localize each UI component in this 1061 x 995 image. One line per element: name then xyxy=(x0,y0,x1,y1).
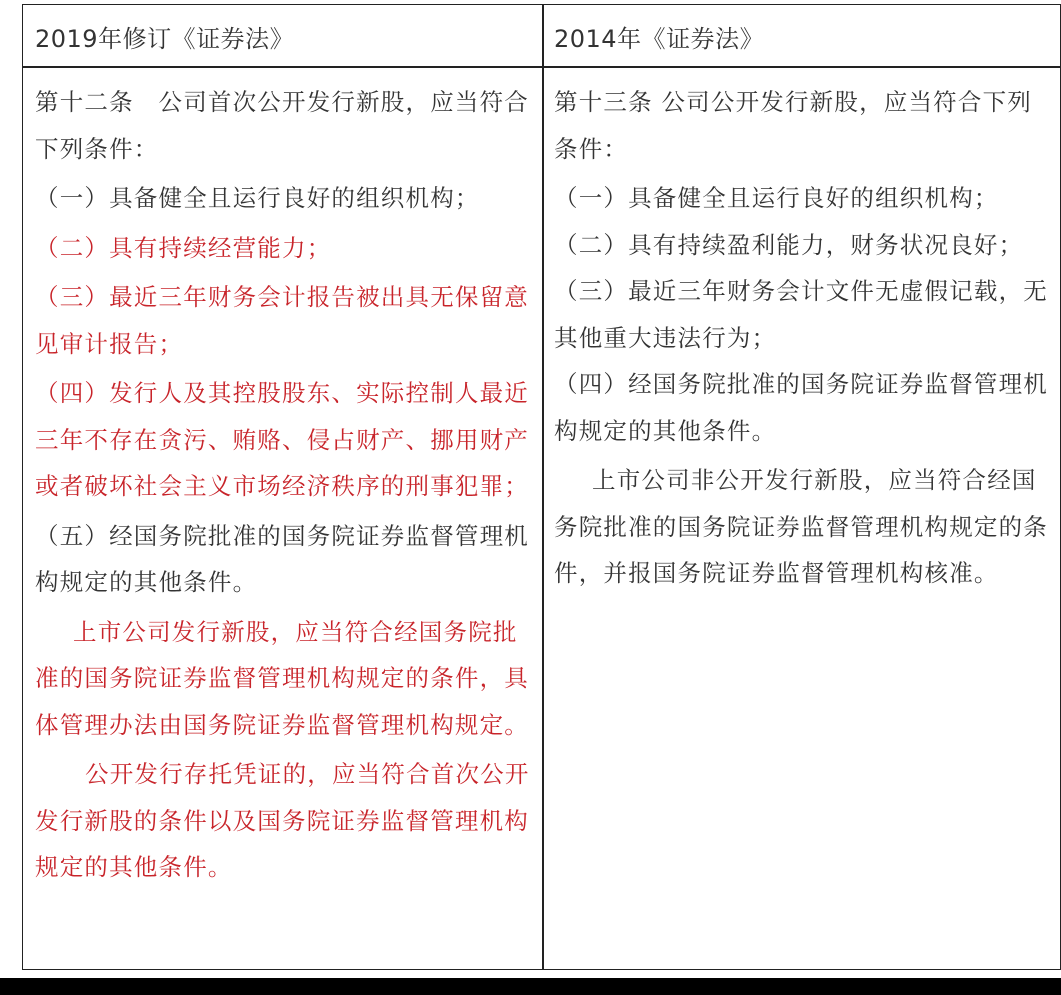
left-condition-5: （五）经国务院批准的国务院证券监督管理机构规定的其他条件。 xyxy=(35,521,529,596)
header-left-title: 2019年修订《证券法》 xyxy=(35,25,295,53)
column-divider xyxy=(542,5,544,969)
right-column xyxy=(554,79,1054,597)
right-condition-4: （四）经国务院批准的国务院证券监督管理机构规定的其他条件。 xyxy=(554,370,1048,445)
left-depositary-receipt-paragraph: 公开发行存托凭证的，应当符合首次公开发行新股的条件以及国务院证券监督管理机构规定的其他条件。 xyxy=(35,760,530,881)
left-column xyxy=(35,79,535,891)
header-divider xyxy=(23,66,1060,68)
header-right-title: 2014年《证券法》 xyxy=(554,25,765,53)
comparison-table xyxy=(22,4,1061,970)
left-listed-company-paragraph: 上市公司发行新股，应当符合经国务院批准的国务院证券监督管理机构规定的条件，具体管理办法由国务院证券监督管理机构规定。 xyxy=(35,617,529,739)
right-condition-3: （三）最近三年财务会计文件无虚假记载，无其他重大违法行为； xyxy=(554,277,1048,352)
left-condition-1: （一）具备健全且运行良好的组织机构； xyxy=(35,184,480,212)
right-listed-company-paragraph: 上市公司非公开发行新股，应当符合经国务院批准的国务院证券监督管理机构规定的条件，并报国务院证券监督管理机构核准。 xyxy=(554,466,1048,587)
left-condition-2: （二）具有持续经营能力； xyxy=(35,233,332,262)
left-condition-3: （三）最近三年财务会计报告被出具无保留意见审计报告； xyxy=(35,283,529,358)
left-condition-4: （四）发行人及其控股股东、实际控制人最近三年不存在贪污、贿赂、侵占财产、挪用财产或者破坏社会主义市场经济秩序的刑事犯罪； xyxy=(35,379,529,500)
right-article-intro: 第十三条 公司公开发行新股，应当符合下列条件： xyxy=(554,88,1032,163)
right-condition-1: （一）具备健全且运行良好的组织机构； xyxy=(554,184,999,212)
bottom-black-bar xyxy=(0,978,1061,995)
left-article-intro: 第十二条 公司首次公开发行新股，应当符合下列条件： xyxy=(35,88,529,163)
right-condition-2: （二）具有持续盈利能力，财务状况良好； xyxy=(554,230,1024,259)
